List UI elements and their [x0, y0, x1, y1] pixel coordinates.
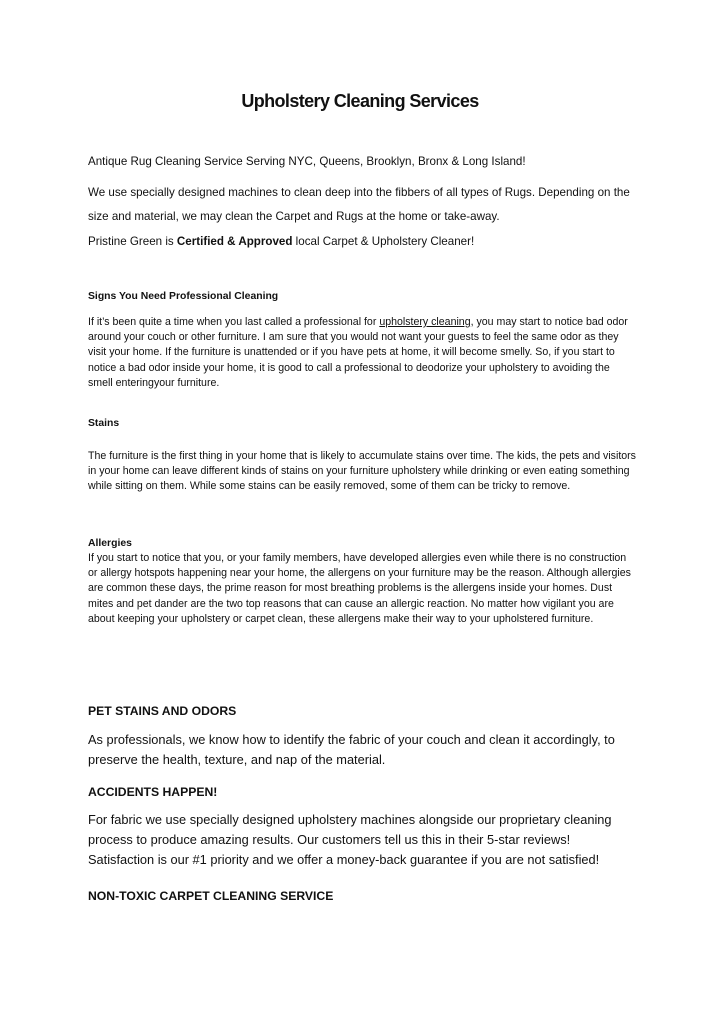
- intro-tagline: Antique Rug Cleaning Service Serving NYC, Queens, Brooklyn, Bronx & Long Island!: [88, 155, 526, 168]
- upholstery-cleaning-link[interactable]: upholstery cleaning: [379, 316, 471, 328]
- non-toxic-heading: NON-TOXIC CARPET CLEANING SERVICE: [88, 889, 334, 903]
- allergies-paragraph: If you start to notice that you, or your family members, have developed allergies even while there is no construction or allergy hotspots happening near your home, the allergens on your furniture may be the reason. Although allergies are common these days, the prime reason for most breathing problems is the allergens inside your homes. Dust mites and pet dander are the two top reasons that can cause an allergic reaction. No matter how vigilant you are about keeping your upholstery or carpet clean, these allergens make their way to your upholstered furniture.: [88, 552, 631, 625]
- certification-emphasis: Certified & Approved: [176, 235, 293, 248]
- certification-suffix: local Carpet & Upholstery Cleaner!: [292, 235, 475, 248]
- pet-stains-heading: PET STAINS AND ODORS: [88, 704, 237, 718]
- stains-paragraph: The furniture is the first thing in your home that is likely to accumulate stains over time. The kids, the pets and visitors in your home can leave different kinds of stains on your furniture upholstery while drinking or even eating something while sitting on them. While some stains can be easily removed, some of them can be tricky to remove.: [88, 450, 636, 493]
- stains-heading: Stains: [88, 418, 120, 429]
- certification-prefix: Pristine Green is: [88, 235, 177, 248]
- intro-paragraph: We use specially designed machines to clean deep into the fibbers of all types of Rugs. Depending on the size and material, we may clean the Carpet and Rugs at the home or take-away.: [88, 186, 630, 223]
- page-title: Upholstery Cleaning Services: [241, 91, 479, 111]
- accidents-paragraph: For fabric we use specially designed upholstery machines alongside our proprietary cleaning process to produce amazing results. Our customers tell us this in their 5-star reviews! Satisfaction is our #1 priority and we offer a money-back guarantee if you are not satisfied!: [88, 812, 612, 867]
- signs-heading: Signs You Need Professional Cleaning: [88, 291, 279, 302]
- signs-text-start: If it’s been quite a time when you last called a professional for: [88, 316, 380, 328]
- certification-line: [88, 230, 636, 254]
- allergies-heading: Allergies: [88, 538, 132, 549]
- accidents-heading: ACCIDENTS HAPPEN!: [88, 785, 218, 799]
- signs-paragraph: [88, 315, 636, 391]
- pet-stains-paragraph: As professionals, we know how to identify the fabric of your couch and clean it accordingly, to preserve the health, texture, and nap of the material.: [88, 732, 615, 767]
- signs-text-end: , you may start to notice bad odor around your couch or other furniture. I am sure that you would not want your guests to feel the same odor as they visit your home. If the furniture is unattended or if you have pets at home, it will become smelly. So, if you start to notice a bad odor inside your home, it is good to call a professional to deodorize your upholstery to avoiding the smell enteringyour furniture.: [88, 316, 628, 389]
